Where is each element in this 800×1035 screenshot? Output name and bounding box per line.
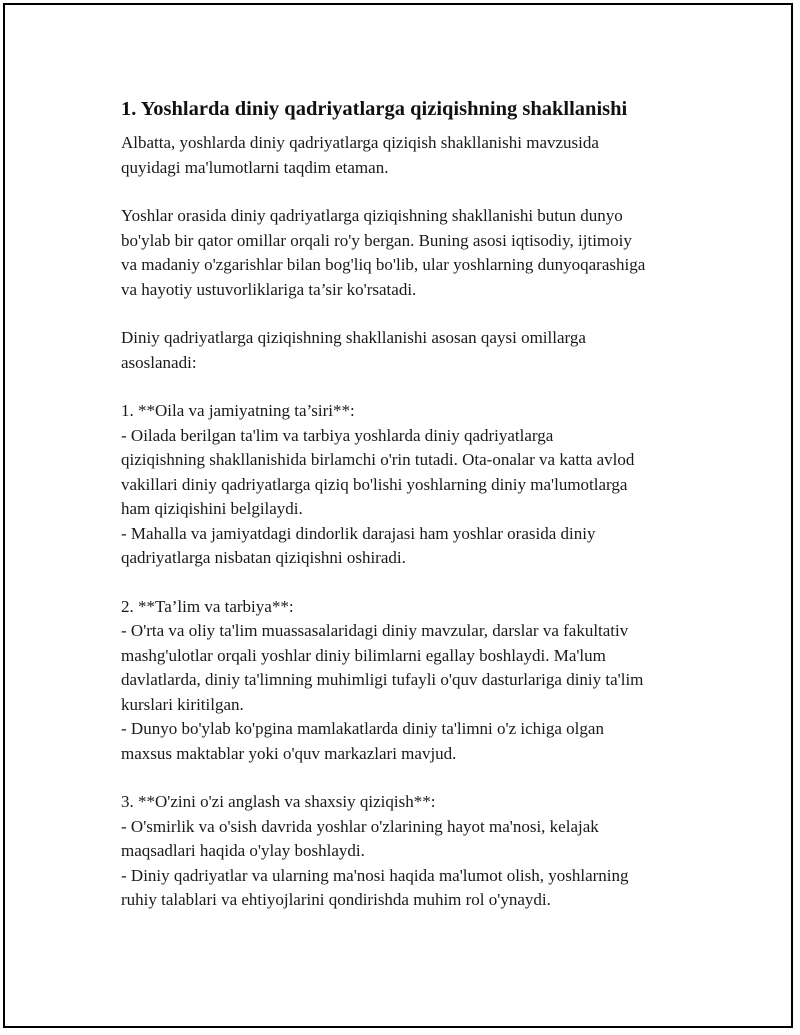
section-family-society bbox=[121, 399, 721, 571]
section-self-awareness bbox=[121, 790, 721, 913]
section-item: - Dunyo bo'ylab ko'pgina mamlakatlarda diniy ta'limni o'z ichiga olgan maxsus maktablar yoki o'quv markazlari mavjud. bbox=[121, 719, 604, 763]
section-education bbox=[121, 595, 721, 767]
section-item: - Oilada berilgan ta'lim va tarbiya yoshlarda diniy qadriyatlarga qiziqishning shakllanishida birlamchi o'rin tutadi. Ota-onalar va katta avlod vakillari diniy qadriyatlarga qiziq bo'lishi yoshlarning diniy ma'lumotlarga ham qiziqishini belgilaydi. bbox=[121, 425, 635, 518]
overview-paragraph: Yoshlar orasida diniy qadriyatlarga qiziqishning shakllanishi butun dunyo bo'ylab bir qator omillar orqali ro'y bergan. Buning asosi iqtisodiy, ijtimoiy va madaniy o'zgarishlar bilan bog'liq bo'lib, ular yoshlarning dunyoqarashiga va hayotiy ustuvorliklariga ta’sir ko'rsatadi. bbox=[121, 206, 646, 299]
section-item: - O'smirlik va o'sish davrida yoshlar o'zlarining hayot ma'nosi, kelajak maqsadlari haqida o'ylay boshlaydi. bbox=[121, 816, 599, 860]
section-heading: 2. **Ta’lim va tarbiya**: bbox=[121, 596, 294, 616]
document-body bbox=[121, 95, 721, 937]
document-title: 1. Yoshlarda diniy qadriyatlarga qiziqishning shakllanishi bbox=[121, 98, 628, 120]
section-item: - Diniy qadriyatlar va ularning ma'nosi haqida ma'lumot olish, yoshlarning ruhiy talablari va ehtiyojlarini qondirishda muhim rol o'ynaydi. bbox=[121, 865, 629, 909]
page-frame bbox=[3, 3, 793, 1028]
section-heading: 1. **Oila va jamiyatning ta’siri**: bbox=[121, 401, 355, 420]
question-paragraph: Diniy qadriyatlarga qiziqishning shakllanishi asosan qaysi omillarga asoslanadi: bbox=[121, 328, 586, 372]
intro-paragraph: Albatta, yoshlarda diniy qadriyatlarga qiziqish shakllanishi mavzusida quyidagi ma'lumotlarni taqdim etaman. bbox=[121, 133, 599, 177]
section-item: - O'rta va oliy ta'lim muassasalaridagi diniy mavzular, darslar va fakultativ mashg'ulotlar orqali yoshlar diniy bilimlarni egallay boshlaydi. Ma'lum davlatlarda, diniy ta'limning muhimligi tufayli o'quv dasturlariga diniy ta'lim kurslari kiritilgan. bbox=[121, 621, 644, 714]
section-heading: 3. **O'zini o'zi anglash va shaxsiy qiziqish**: bbox=[121, 792, 436, 811]
section-item: - Mahalla va jamiyatdagi dindorlik darajasi ham yoshlar orasida diniy qadriyatlarga nisbatan qiziqishni oshiradi. bbox=[121, 523, 596, 567]
